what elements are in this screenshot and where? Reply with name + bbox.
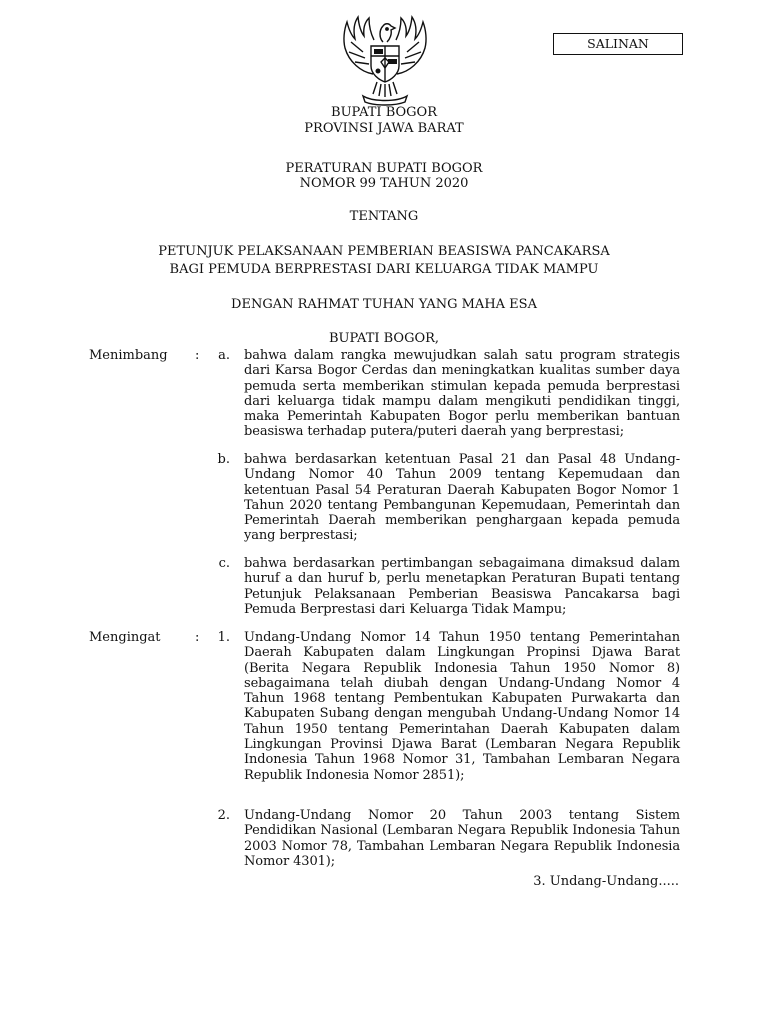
mengingat-label: Mengingat bbox=[89, 630, 161, 645]
legal-basis-1: Undang-Undang Nomor 14 Tahun 1950 tentang Pemerintahan Daerah Kabupaten dalam Lingkungan Propinsi Djawa Barat (Berita Negara Republik Indonesia Tahun 1950 Nomor 8) sebagaimana telah diubah dengan Undang-Undang Nomor 4 Tahun 1968 tentang Pembentukan Kabupaten Purwakarta dan Kabupaten Subang dengan mengubah Undang-Undang Nomor 14 Tahun 1950 tentang Pemerintahan Daerah Kabupaten dalam Lingkungan Provinsi Djawa Barat (Lembaran Negara Republik Indonesia Tahun 1968 Nomor 31, Tambahan Lembaran Negara Republik Indonesia Nomor 2851); bbox=[244, 630, 680, 783]
consideration-a: bahwa dalam rangka mewujudkan salah satu program strategis dari Karsa Bogor Cerdas dan meningkatkan kualitas sumber daya pemuda serta memberikan stimulan kepada pemuda berprestasi dari keluarga tidak mampu dalam mengikuti pendidikan tinggi, maka Pemerintah Kabupaten Bogor perlu memberikan bantuan beasiswa terhadap putera/puteri daerah yang berprestasi; bbox=[244, 348, 680, 440]
tentang-heading: TENTANG bbox=[349, 209, 419, 224]
menimbang-colon: : bbox=[195, 348, 200, 363]
subject-line-1: PETUNJUK PELAKSANAAN PEMBERIAN BEASISWA PANCAKARSA bbox=[158, 244, 610, 259]
item-marker: 2. bbox=[217, 808, 230, 823]
garuda-emblem bbox=[333, 12, 437, 106]
issuer: BUPATI BOGOR, bbox=[328, 331, 440, 346]
mengingat-colon: : bbox=[195, 630, 200, 645]
continuation-marker: 3. Undang-Undang..... bbox=[533, 874, 679, 889]
salinan-stamp: SALINAN bbox=[553, 33, 683, 55]
invocation: DENGAN RAHMAT TUHAN YANG MAHA ESA bbox=[231, 297, 537, 312]
consideration-b: bahwa berdasarkan ketentuan Pasal 21 dan Pasal 48 Undang-Undang Nomor 40 Tahun 2009 tentang Kepemudaan dan ketentuan Pasal 54 Peraturan Daerah Kabupaten Bogor Nomor 1 Tahun 2020 tentang Pembangunan Kepemudaan, Pemerintah dan Pemerintah Daerah memberikan penghargaan kepada pemuda yang berprestasi; bbox=[244, 452, 680, 544]
province-heading: PROVINSI JAWA BARAT bbox=[304, 121, 464, 136]
subject-line-2: BAGI PEMUDA BERPRESTASI DARI KELUARGA TIDAK MAMPU bbox=[169, 262, 599, 277]
item-marker: a. bbox=[218, 348, 230, 363]
legal-basis-2: Undang-Undang Nomor 20 Tahun 2003 tentang Sistem Pendidikan Nasional (Lembaran Negara Republik Indonesia Tahun 2003 Nomor 78, Tambahan Lembaran Negara Republik Indonesia Nomor 4301); bbox=[244, 808, 680, 869]
regulation-number: NOMOR 99 TAHUN 2020 bbox=[299, 176, 469, 191]
office-heading: BUPATI BOGOR bbox=[331, 105, 437, 120]
item-marker: 1. bbox=[217, 630, 230, 645]
regulation-title: PERATURAN BUPATI BOGOR bbox=[285, 161, 483, 176]
consideration-c: bahwa berdasarkan pertimbangan sebagaimana dimaksud dalam huruf a dan huruf b, perlu menetapkan Peraturan Bupati tentang Petunjuk Pelaksanaan Pemberian Beasiswa Pancakarsa bagi Pemuda Berprestasi dari Keluarga Tidak Mampu; bbox=[244, 556, 680, 617]
item-marker: c. bbox=[218, 556, 230, 571]
item-marker: b. bbox=[217, 452, 230, 467]
menimbang-label: Menimbang bbox=[89, 348, 168, 363]
